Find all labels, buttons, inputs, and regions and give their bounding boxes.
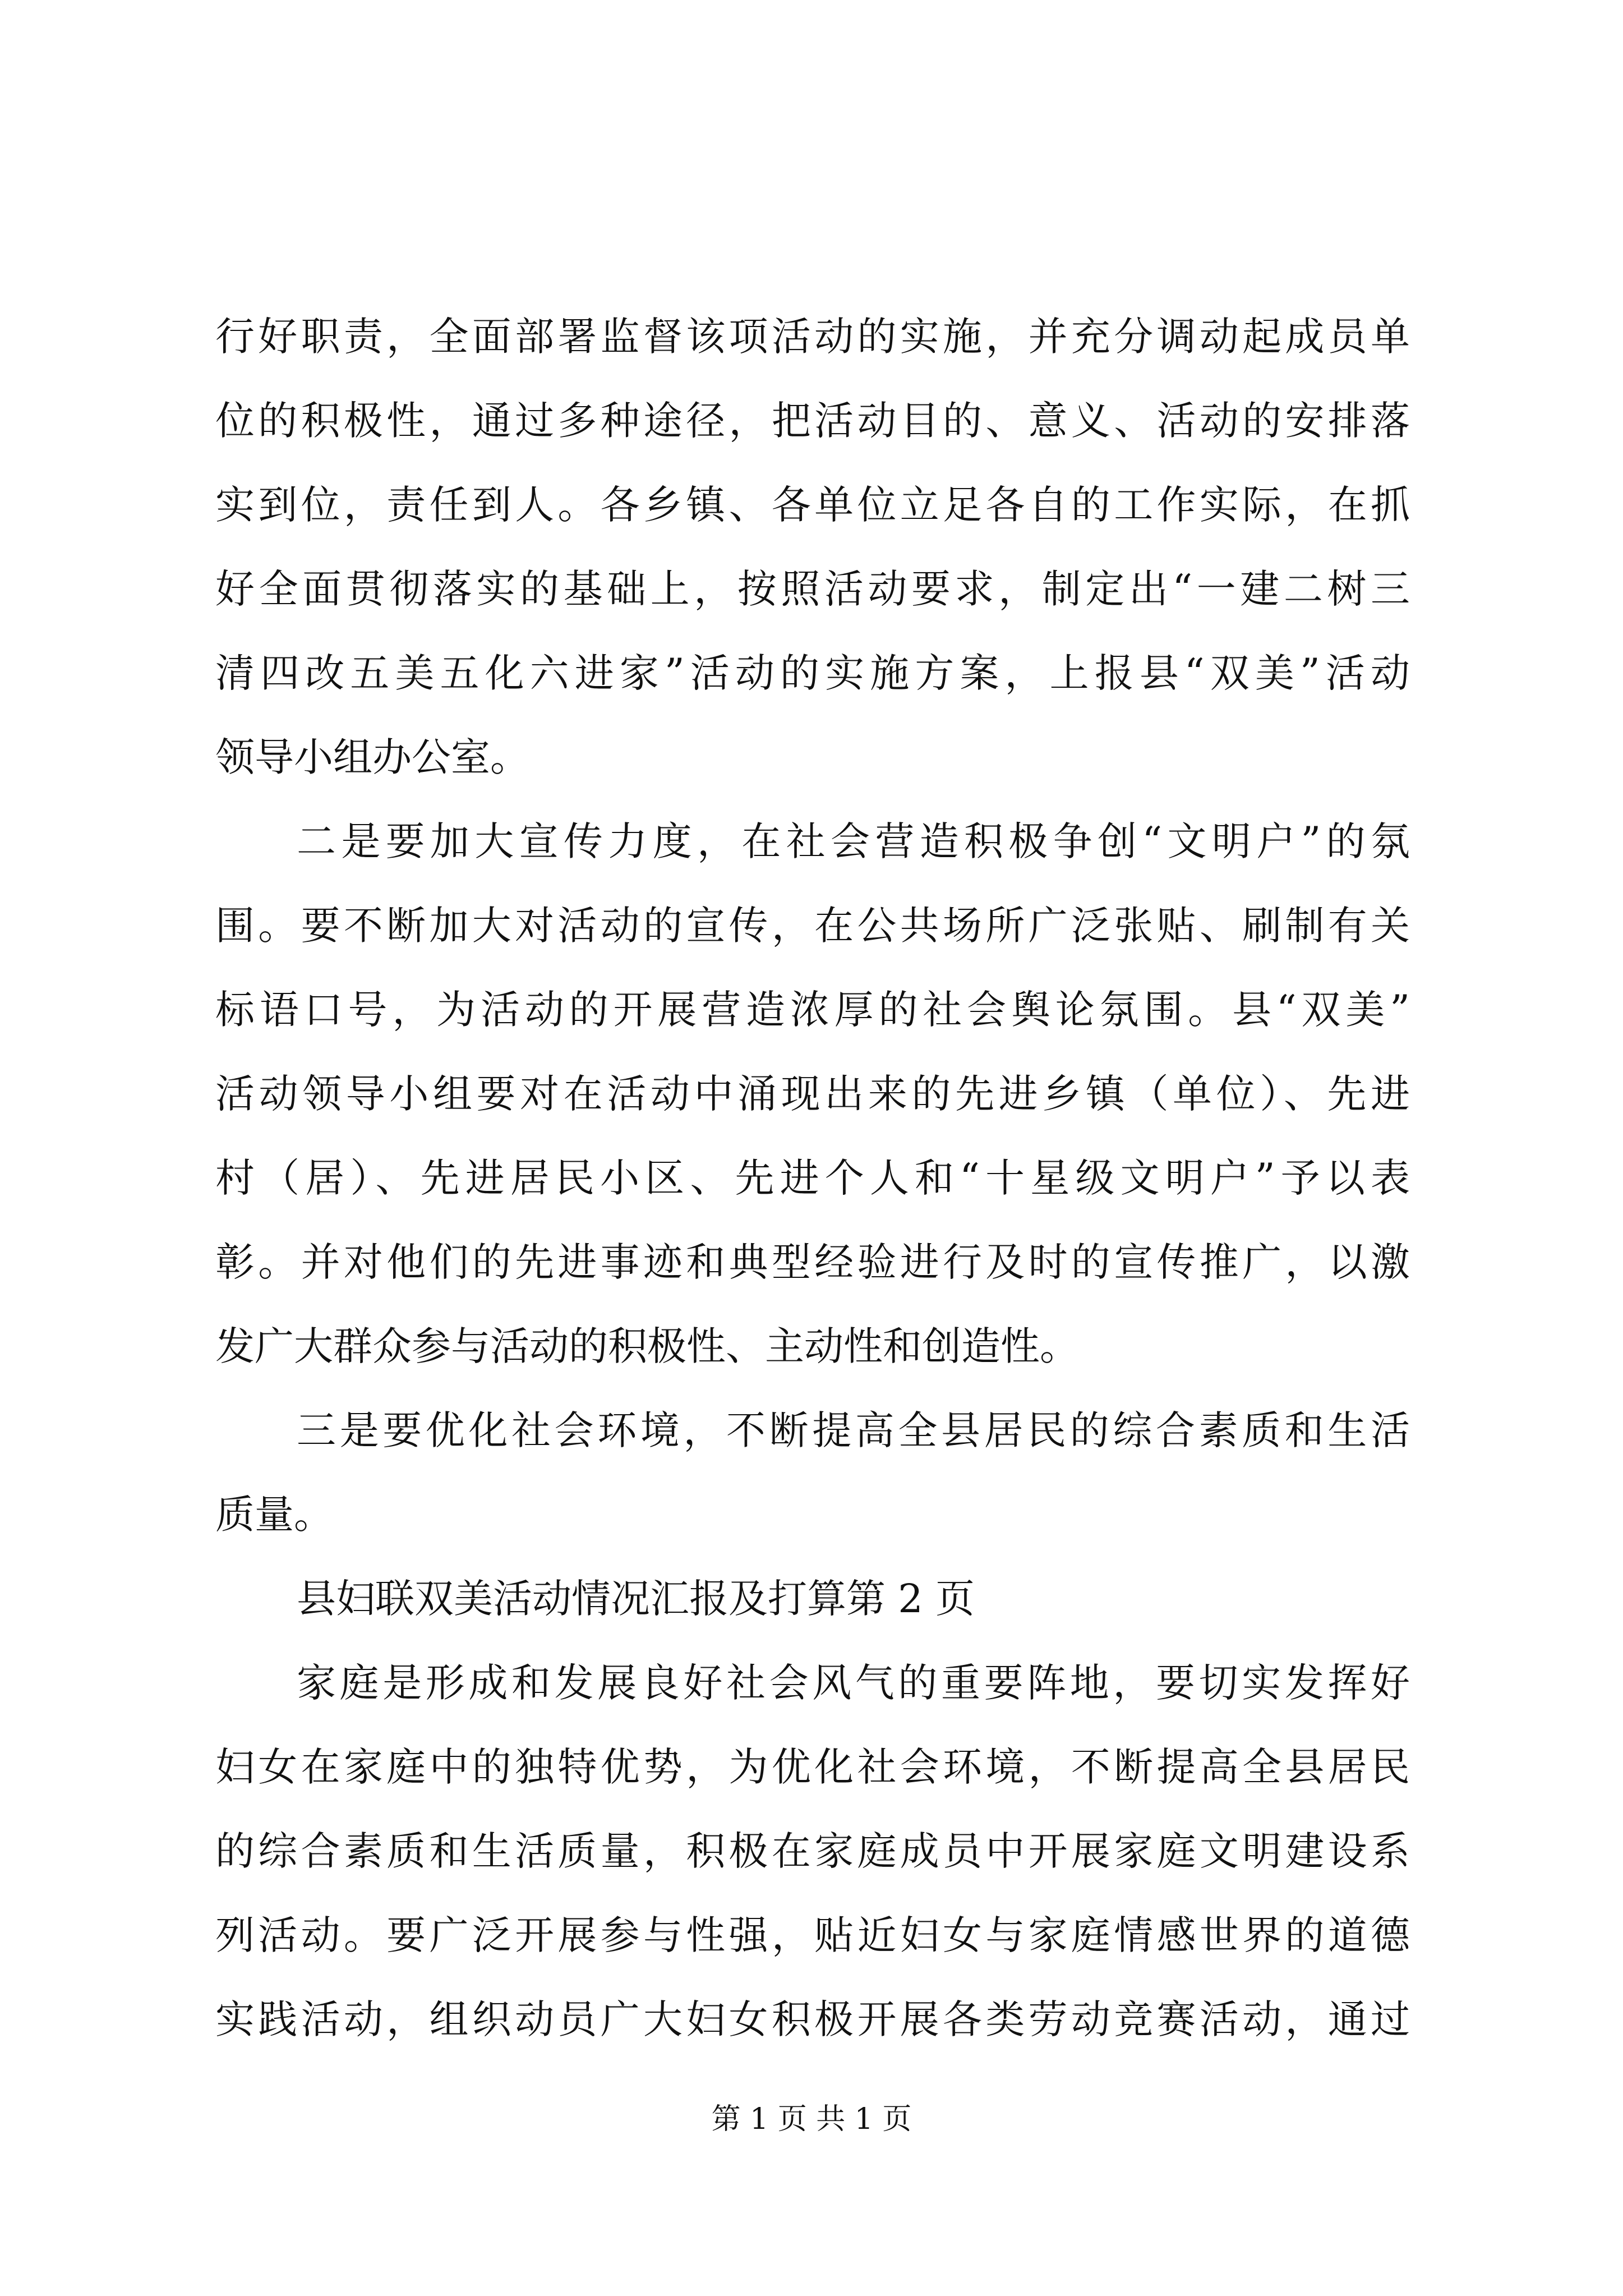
text-line: 的综合素质和生活质量，积极在家庭成员中开展家庭文明建设系 [215, 1828, 1410, 1874]
paragraph-first-line: 三是要优化社会环境，不断提高全县居民的综合素质和生活 [297, 1407, 1410, 1453]
paragraph-first-line: 家庭是形成和发展良好社会风气的重要阵地，要切实发挥好 [297, 1660, 1410, 1706]
page-footer [0, 2100, 1623, 2139]
text-line: 实践活动，组织动员广大妇女积极开展各类劳动竞赛活动，通过 [215, 1996, 1410, 2042]
text-line: 彰。并对他们的先进事迹和典型经验进行及时的宣传推广，以激 [215, 1239, 1410, 1285]
text-line: 列活动。要广泛开展参与性强，贴近妇女与家庭情感世界的道德 [215, 1912, 1410, 1958]
text-line: 发广大群众参与活动的积极性、主动性和创造性。 [215, 1323, 1079, 1369]
text-line: 标语口号，为活动的开展营造浓厚的社会舆论氛围。县“双美” [215, 987, 1410, 1033]
text-line: 行好职责，全面部署监督该项活动的实施，并充分调动起成员单 [215, 314, 1410, 360]
paragraph-first-line: 二是要加大宣传力度，在社会营造积极争创“文明户”的氛 [297, 818, 1410, 864]
text-line: 好全面贯彻落实的基础上，按照活动要求，制定出“一建二树三 [215, 566, 1410, 612]
section-heading: 县妇联双美活动情况汇报及打算第 2 页 [297, 1576, 975, 1622]
text-line: 领导小组办公室。 [215, 734, 529, 780]
text-line: 围。要不断加大对活动的宣传，在公共场所广泛张贴、刷制有关 [215, 903, 1410, 949]
text-line: 质量。 [215, 1492, 333, 1538]
text-line: 妇女在家庭中的独特优势，为优化社会环境，不断提高全县居民 [215, 1744, 1410, 1790]
text-line: 活动领导小组要对在活动中涌现出来的先进乡镇（单位）、先进 [215, 1071, 1410, 1117]
text-line: 位的积极性，通过多种途径，把活动目的、意义、活动的安排落 [215, 398, 1410, 444]
text-line: 村（居）、先进居民小区、先进个人和“十星级文明户”予以表 [215, 1155, 1410, 1201]
page-number-label: 第 1 页 共 1 页 [711, 2102, 912, 2136]
text-line: 实到位，责任到人。各乡镇、各单位立足各自的工作实际，在抓 [215, 482, 1410, 528]
document-body [215, 295, 1410, 2062]
text-line: 清四改五美五化六进家”活动的实施方案，上报县“双美”活动 [215, 650, 1410, 696]
